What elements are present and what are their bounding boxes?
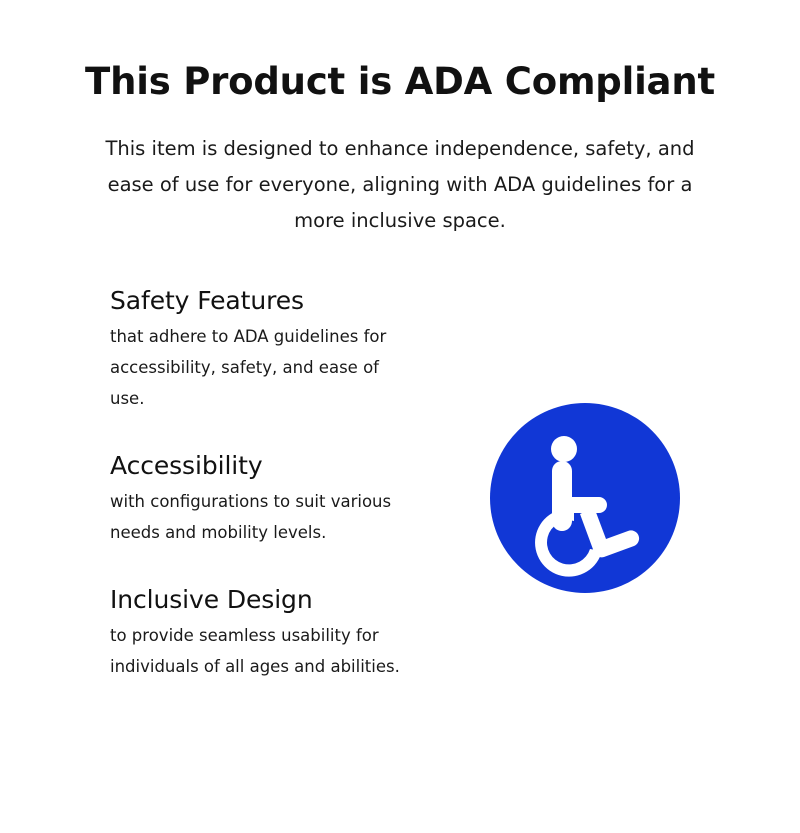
content-area [0,285,800,805]
list-item [110,584,410,682]
list-item [110,450,410,548]
feature-description: to provide seamless usability for individuals of all ages and abilities. [110,626,400,676]
wheelchair-accessibility-icon [490,403,680,593]
feature-list [110,285,410,682]
feature-description: with configurations to suit various needs and mobility levels. [110,492,392,542]
accessibility-badge [490,403,680,593]
feature-title: Safety Features [110,286,304,315]
feature-description: that adhere to ADA guidelines for accessibility, safety, and ease of use. [110,327,387,408]
feature-title: Accessibility [110,451,263,480]
list-item [110,285,410,414]
feature-title: Inclusive Design [110,585,313,614]
page-subtitle: This item is designed to enhance independence, safety, and ease of use for everyone, aligning with ADA guidelines for a more inclusive space. [105,137,695,232]
page-title: This Product is ADA Compliant [85,60,715,103]
